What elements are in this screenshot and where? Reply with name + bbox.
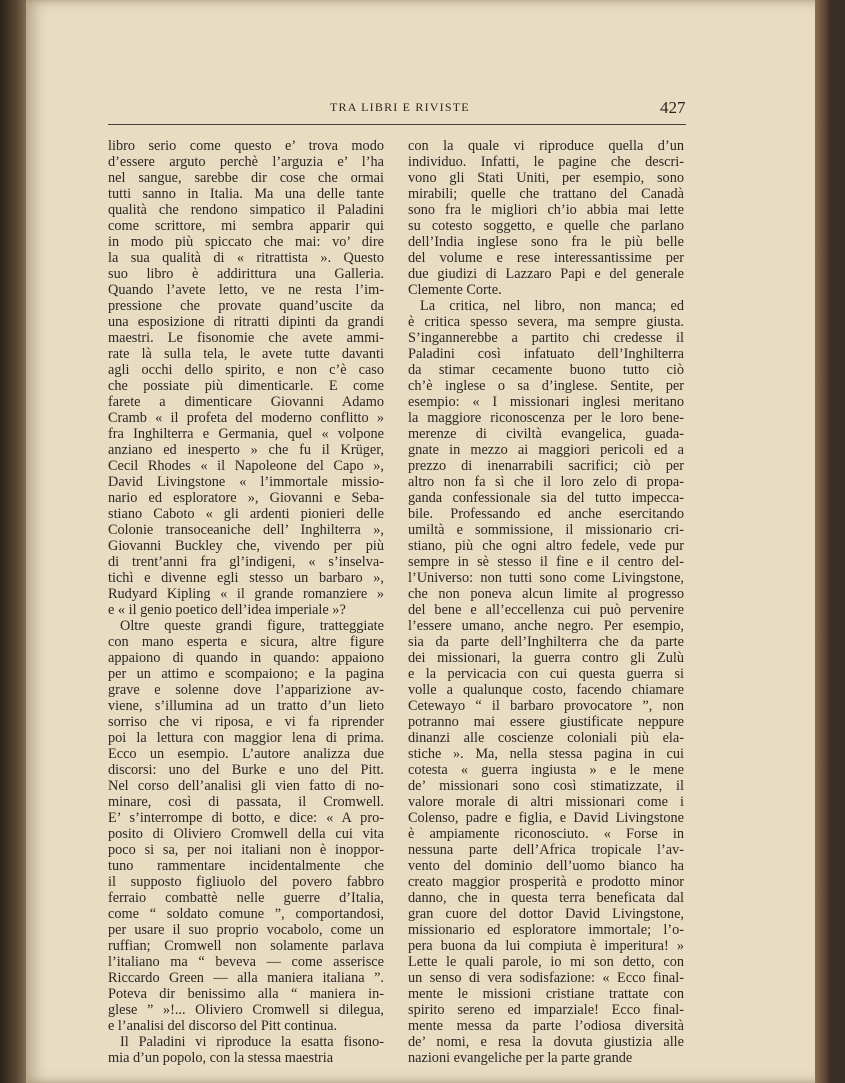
text-line: Ecco un esempio. L’autore analizza due [108, 746, 384, 762]
text-line: e la pervicacia con cui questa guerra si [408, 666, 684, 682]
text-line: creato maggior prosperità e prodotto minor [408, 874, 684, 890]
page-edge [815, 0, 830, 1083]
text-line: mente messa da parte l’odiosa diversità [408, 1018, 684, 1034]
text-line: come scrittore, mi sembra apparir qui [108, 218, 384, 234]
text-line: nario ed esploratore », Giovanni e Seba- [108, 490, 384, 506]
text-line: di trent’anni fra gl’indigeni, « s’inselva- [108, 554, 384, 570]
text-line: del volume e rese interessantissime per [408, 250, 684, 266]
text-line: e l’analisi del discorso del Pitt continua. [108, 1018, 338, 1034]
text-line: ferraio combattè nelle guerre d’Italia, [108, 890, 384, 906]
text-line: valore morale di altri missionari come i [408, 794, 684, 810]
text-line: l’essere umano, anche negro. Per esempio, [408, 618, 684, 634]
text-line: poi la lettura con maggior lena di prima. [108, 730, 384, 746]
text-line: dei missionari, la guerra contro gli Zulù [408, 650, 684, 666]
text-line: che possiate più dimenticarle. E come [108, 378, 384, 394]
text-line: sono fra le migliori ch’io abbia mai lette [408, 202, 684, 218]
left-column [108, 138, 384, 1066]
text-line: stiano, più che ogni altro fedele, vede pur [408, 538, 684, 554]
text-line: in modo più spiccato che mai: vo’ dire [108, 234, 384, 250]
text-line: nessuna parte dell’Africa tropicale l’av- [408, 842, 684, 858]
book-binding [0, 0, 28, 1083]
text-line: ch’è inglese o sa d’inglese. Sentite, per [408, 378, 684, 394]
right-column [408, 138, 684, 1066]
text-line: ruffian; Cromwell non solamente parlava [108, 938, 384, 954]
text-line: missionario ed esploratore immortale; l’o- [408, 922, 684, 938]
text-line: sorriso che vi riposa, e vi fa riprender [108, 714, 384, 730]
text-line: tutti sanno in Italia. Ma una delle tante [108, 186, 384, 202]
text-line: La critica, nel libro, non manca; ed [420, 298, 684, 314]
running-title: TRA LIBRI E RIVISTE [330, 100, 470, 114]
text-line: maestri. Le fisonomie che avete ammi- [108, 330, 384, 346]
text-line: due giudizi di Lazzaro Papi e del generale [408, 266, 684, 282]
text-line: Cetewayo “ il barbaro provocatore ”, non [408, 698, 684, 714]
text-line: bile. Professando ed anche esercitando [408, 506, 684, 522]
text-line: pressione che provate quand’uscite da [108, 298, 384, 314]
text-line: Il Paladini vi riproduce la esatta fisono- [120, 1034, 384, 1050]
text-line: potranno mai essere giustificate neppure [408, 714, 684, 730]
text-line: umiltà e sommissione, il missionario cri- [408, 522, 684, 538]
text-line: Nel corso dell’analisi gli vien fatto di no- [108, 778, 384, 794]
text-line: gran cuore del dottor David Livingstone, [408, 906, 684, 922]
text-line: è critica spesso severa, ma sempre giusta. [408, 314, 684, 330]
text-line: un senso di vera sodisfazione: « Ecco final- [408, 970, 684, 986]
text-line: minare, così di passata, il Cromwell. [108, 794, 384, 810]
text-line: sia da parte dell’Inghilterra che da parte [408, 634, 684, 650]
text-line: per usare il suo proprio vocabolo, come un [108, 922, 384, 938]
text-line: cotesta « guerra ingiusta » e le mene [408, 762, 684, 778]
text-line: libro serio come questo e’ trova modo [108, 138, 384, 154]
text-line: Colenso, padre e figlia, e David Livingstone [408, 810, 684, 826]
text-line: qualità che rendono simpatico il Paladini [108, 202, 384, 218]
text-line: danno, che in questa terra beneficata dal [408, 890, 684, 906]
text-line: dell’India inglese sono fra le più belle [408, 234, 684, 250]
text-line: dinanzi alle coscienze coloniali più ela- [408, 730, 684, 746]
text-line: merenze di civiltà evangelica, guada- [408, 426, 684, 442]
text-line: Rudyard Kipling « il grande romanziere » [108, 586, 384, 602]
text-line: è ampiamente riconosciuto. « Forse in [408, 826, 684, 842]
text-line: altro non fa sì che il loro zelo di propa- [408, 474, 684, 490]
text-line: gnate in mezzo ai maggiori pericoli ed a [408, 442, 684, 458]
text-line: l’italiano ma “ beveva — come asserisce [108, 954, 384, 970]
text-line: Cecil Rhodes « il Napoleone del Capo », [108, 458, 384, 474]
page-number: 427 [660, 98, 686, 117]
header-rule [108, 124, 686, 125]
text-line: agli occhi dello spirito, e non c’è caso [108, 362, 384, 378]
text-line: il supposto figliuolo del povero fabbro [108, 874, 384, 890]
text-line: poco si sa, per noi italiani non è inoppor- [108, 842, 384, 858]
text-line: d’essere arguto perchè l’arguzia e’ l’ha [108, 154, 384, 170]
text-line: una esposizione di ritratti dipinti da grandi [108, 314, 384, 330]
text-line: tichì e divenne egli stesso un barbaro », [108, 570, 384, 586]
text-line: David Livingstone « l’immortale missio- [108, 474, 384, 490]
text-line: da stimar cecamente buono tutto ciò [408, 362, 684, 378]
text-line: del bene e all’eccellenza cui può pervenire [408, 602, 684, 618]
text-line: spirito sereno ed imparziale! Ecco final- [408, 1002, 684, 1018]
text-line: nel sangue, sarebbe dir cose che ormai [108, 170, 384, 186]
text-line: Cramb « il profeta del moderno conflitto » [108, 410, 384, 426]
text-line: Giovanni Buckley che, vivendo per più [108, 538, 384, 554]
text-line: esempio: « I missionari inglesi meritano [408, 394, 684, 410]
text-line: con la quale vi riproduce quella d’un [408, 138, 684, 154]
text-line: discorsi: uno del Burke e uno del Pitt. [108, 762, 384, 778]
text-line: S’ingannerebbe a partito chi credesse il [408, 330, 684, 346]
text-line: Quando l’avete letto, ve ne resta l’im- [108, 282, 384, 298]
text-line: e « il genio poetico dell’idea imperiale »? [108, 602, 346, 618]
text-line: rate là sulla tela, le avete tutte davanti [108, 346, 384, 362]
text-line: vono gli Stati Uniti, per esempio, sono [408, 170, 684, 186]
text-line: Lette le quali parole, io mi son detto, con [408, 954, 684, 970]
text-line: Paladini così infatuato dell’Inghilterra [408, 346, 684, 362]
text-line: la maggiore riconoscenza per le loro bene- [408, 410, 684, 426]
text-line: mirabili; quelle che trattano del Canadà [408, 186, 684, 202]
text-line: ganda confessionale sia del tutto impecca- [408, 490, 684, 506]
text-line: fra Inghilterra e Germania, quel « volpone [108, 426, 384, 442]
text-line: stiche ». Ma, nella stessa pagina in cui [408, 746, 684, 762]
text-line: come “ soldato comune ”, comportandosi, [108, 906, 384, 922]
text-line: tuno rammentare incidentalmente che [108, 858, 384, 874]
text-line: glese ” »!... Oliviero Cromwell si dilegua, [108, 1002, 384, 1018]
text-line: prezzo di inenarrabili sacrifici; ciò per [408, 458, 684, 474]
text-line: Poteva dir benissimo alla “ maniera in- [108, 986, 384, 1002]
text-line: vento del dominio dell’uomo bianco ha [408, 858, 684, 874]
text-line: individuo. Infatti, le pagine che descri- [408, 154, 684, 170]
text-line: Riccardo Green — alla maniera italiana ”. [108, 970, 384, 986]
text-line: grave e solenne dove l’apparizione av- [108, 682, 384, 698]
text-line: posito di Oliviero Cromwell della cui vita [108, 826, 384, 842]
text-line: appaiono di quando in quando: appaiono [108, 650, 384, 666]
text-line: farete a dimenticare Giovanni Adamo [108, 394, 384, 410]
text-line: suo libro è addirittura una Galleria. [108, 266, 384, 282]
text-line: la sua qualità di « ritrattista ». Questo [108, 250, 384, 266]
text-line: che non poneva alcun limite al progresso [408, 586, 684, 602]
text-line: volle a qualunque costo, facendo chiamare [408, 682, 684, 698]
text-line: l’Universo: non tutti sono come Livingstone, [408, 570, 684, 586]
text-line: per un attimo e scompaiono; e la pagina [108, 666, 384, 682]
text-line: mia d’un popolo, con la stessa maestria [108, 1050, 334, 1066]
text-line: viene, s’illumina ad un tratto d’un lieto [108, 698, 384, 714]
text-line: anziano ed inesperto » che fu il Krüger, [108, 442, 384, 458]
text-line: Colonie transoceaniche dell’ Inghilterra », [108, 522, 384, 538]
text-line: Oltre queste grandi figure, tratteggiate [120, 618, 384, 634]
text-line: sempre in sè stesso il fine e il centro del- [408, 554, 684, 570]
text-line: Clemente Corte. [408, 282, 502, 298]
text-line: pera buona da lui compiuta è imperitura! » [408, 938, 684, 954]
text-line: su cotesto soggetto, e quelle che parlano [408, 218, 684, 234]
text-line: nazioni evangeliche per la parte grande [408, 1050, 633, 1066]
text-line: de’ missionari sono così stimatizzate, il [408, 778, 684, 794]
text-line: mente le missioni cristiane trattate con [408, 986, 684, 1002]
text-line: de’ nomi, e resa la dovuta giustizia alle [408, 1034, 684, 1050]
text-line: E’ s’interrompe di botto, e dice: « A pro- [108, 810, 384, 826]
text-line: stiano Caboto « gli ardenti pionieri delle [108, 506, 384, 522]
text-line: con mano esperta e sicura, altre figure [108, 634, 384, 650]
